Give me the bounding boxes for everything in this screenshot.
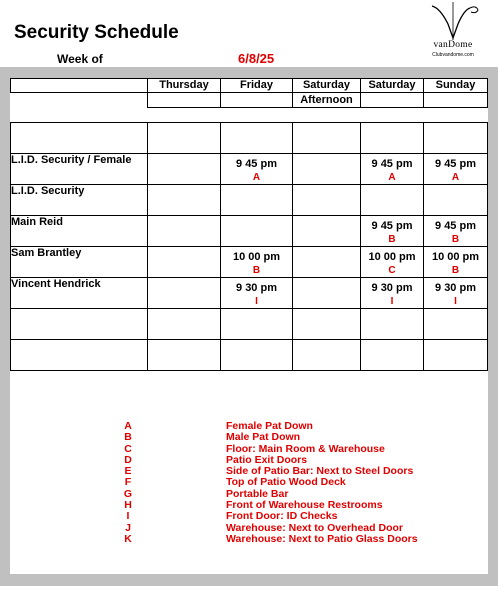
shift-time: 10 00 pm xyxy=(232,251,281,263)
day-header: Friday xyxy=(221,79,293,93)
post-code: B xyxy=(451,234,460,245)
shift-time xyxy=(148,216,220,219)
day-header: Thursday xyxy=(148,79,221,93)
staff-name xyxy=(11,309,148,340)
legend-key: H xyxy=(124,499,132,512)
logo-brand: vanDome xyxy=(433,40,473,50)
day-subheader: Afternoon xyxy=(293,93,361,108)
legend-location: Top of Patio Wood Deck xyxy=(226,476,346,489)
shift-cell xyxy=(148,154,221,185)
shift-cell xyxy=(148,216,221,247)
legend-key: F xyxy=(124,476,132,489)
shift-time xyxy=(361,340,423,343)
staff-name: L.I.D. Security / Female xyxy=(11,154,148,185)
shift-time xyxy=(361,309,423,312)
header-row xyxy=(11,79,488,93)
legend-key: G xyxy=(123,487,133,500)
shift-cell xyxy=(148,309,221,340)
shift-time: 10 00 pm xyxy=(368,251,416,263)
post-code: A xyxy=(388,172,396,183)
shift-cell xyxy=(293,340,361,371)
shift-cell xyxy=(221,247,293,278)
shift-time xyxy=(424,340,487,343)
legend-key: I xyxy=(126,510,130,523)
spacer-row xyxy=(11,108,488,123)
schedule-row xyxy=(11,309,488,340)
shift-time: 9 45 pm xyxy=(236,158,277,170)
spacer-cell xyxy=(221,108,293,123)
shift-cell xyxy=(148,247,221,278)
shift-time: 9 45 pm xyxy=(371,158,413,170)
staff-name: L.I.D. Security xyxy=(11,185,148,216)
shift-time xyxy=(221,216,292,219)
shift-time xyxy=(293,185,360,188)
shift-cell xyxy=(424,123,488,154)
logo-url: Clubvandome.com xyxy=(432,52,474,58)
shift-time xyxy=(148,309,220,312)
schedule-row xyxy=(11,123,488,154)
day-subheader xyxy=(221,93,293,108)
corner-sub-cell xyxy=(11,93,148,108)
page-title: Security Schedule xyxy=(14,22,179,43)
schedule-table xyxy=(10,78,488,371)
shift-cell xyxy=(293,278,361,309)
shift-cell xyxy=(221,123,293,154)
legend-key: K xyxy=(124,532,132,545)
legend-location: Front of Warehouse Restrooms xyxy=(226,499,383,512)
post-code: B xyxy=(388,234,396,245)
week-date: 6/8/25 xyxy=(238,51,275,66)
shift-cell xyxy=(293,216,361,247)
staff-name xyxy=(11,123,148,154)
shift-time xyxy=(221,309,292,312)
shift-time xyxy=(293,154,360,157)
legend-row xyxy=(120,431,480,442)
legend-row xyxy=(120,476,480,487)
shift-time: 9 30 pm xyxy=(236,282,277,294)
schedule-row xyxy=(11,216,488,247)
shift-cell xyxy=(424,185,488,216)
shift-time: 10 00 pm xyxy=(431,251,480,263)
shift-time: 9 30 pm xyxy=(371,282,413,294)
schedule-row xyxy=(11,247,488,278)
shift-time xyxy=(148,278,220,281)
shift-cell xyxy=(221,154,293,185)
staff-name: Main Reid xyxy=(11,216,148,247)
legend-row xyxy=(120,443,480,454)
shift-cell xyxy=(221,185,293,216)
post-code: A xyxy=(252,172,261,183)
schedule-panel xyxy=(10,78,488,574)
day-header: Saturday xyxy=(293,79,361,93)
shift-cell xyxy=(221,278,293,309)
shift-cell xyxy=(424,309,488,340)
spacer-cell xyxy=(148,108,221,123)
location-legend xyxy=(120,420,480,544)
shift-cell xyxy=(424,154,488,185)
shift-time xyxy=(293,340,360,343)
week-of-label: Week of xyxy=(57,52,103,66)
shift-time xyxy=(424,309,487,312)
shift-cell xyxy=(148,278,221,309)
shift-time xyxy=(221,185,292,188)
shift-cell xyxy=(361,154,424,185)
day-subheader xyxy=(424,93,488,108)
shift-time xyxy=(361,123,423,126)
shift-time xyxy=(148,154,220,157)
day-header: Saturday xyxy=(361,79,424,93)
post-code: B xyxy=(252,265,261,276)
shift-time xyxy=(293,309,360,312)
post-code: A xyxy=(451,172,460,183)
spacer-cell xyxy=(361,108,424,123)
legend-row xyxy=(120,510,480,521)
shift-time xyxy=(424,123,487,126)
shift-cell xyxy=(424,216,488,247)
shift-time xyxy=(293,278,360,281)
legend-key: C xyxy=(124,442,132,455)
shift-time xyxy=(293,247,360,250)
spacer-cell xyxy=(424,108,488,123)
post-code: I xyxy=(255,296,258,307)
shift-cell xyxy=(221,309,293,340)
legend-location: Warehouse: Next to Overhead Door xyxy=(226,521,403,534)
shift-time xyxy=(148,185,220,188)
shift-cell xyxy=(361,278,424,309)
legend-row xyxy=(120,465,480,476)
shift-time xyxy=(424,185,487,188)
legend-location: Front Door: ID Checks xyxy=(226,510,338,523)
shift-time: 9 45 pm xyxy=(435,158,476,170)
shift-cell xyxy=(293,247,361,278)
spacer-cell xyxy=(293,108,361,123)
legend-row xyxy=(120,420,480,431)
legend-key: E xyxy=(124,465,132,478)
shift-time xyxy=(148,340,220,343)
shift-cell xyxy=(361,340,424,371)
shift-time xyxy=(293,216,360,219)
post-code: C xyxy=(388,265,396,276)
shift-cell xyxy=(361,123,424,154)
shift-time: 9 45 pm xyxy=(435,220,476,232)
legend-key: D xyxy=(124,453,132,466)
legend-key: J xyxy=(125,521,131,534)
post-code: I xyxy=(390,296,394,307)
spacer-cell xyxy=(11,108,148,123)
shift-time: 9 30 pm xyxy=(435,282,476,294)
legend-key: A xyxy=(124,420,132,432)
shift-cell xyxy=(293,154,361,185)
shift-cell xyxy=(293,309,361,340)
shift-cell xyxy=(361,185,424,216)
legend-location: Portable Bar xyxy=(226,487,289,500)
day-subheader xyxy=(148,93,221,108)
shift-time: 9 45 pm xyxy=(371,220,413,232)
schedule-row xyxy=(11,278,488,309)
corner-cell xyxy=(11,79,148,93)
shift-time xyxy=(221,123,292,126)
shift-cell xyxy=(148,185,221,216)
shift-time xyxy=(293,123,360,126)
shift-cell xyxy=(148,340,221,371)
schedule-row xyxy=(11,154,488,185)
shift-time xyxy=(148,247,220,250)
legend-location: Female Pat Down xyxy=(226,420,313,432)
staff-name: Sam Brantley xyxy=(11,247,148,278)
schedule-row xyxy=(11,340,488,371)
post-code: I xyxy=(454,296,457,307)
logo-v-mark-icon xyxy=(418,2,488,42)
shift-cell xyxy=(148,123,221,154)
day-subheader xyxy=(361,93,424,108)
shift-cell xyxy=(361,216,424,247)
legend-location: Side of Patio Bar: Next to Steel Doors xyxy=(226,465,414,478)
shift-cell xyxy=(361,309,424,340)
shift-cell xyxy=(293,123,361,154)
legend-location: Patio Exit Doors xyxy=(226,453,308,466)
legend-location: Floor: Main Room & Warehouse xyxy=(226,442,385,455)
shift-time xyxy=(148,123,220,126)
legend-row xyxy=(120,533,480,544)
vandome-logo xyxy=(418,2,488,64)
shift-cell xyxy=(424,340,488,371)
legend-location: Male Pat Down xyxy=(226,431,301,444)
legend-row xyxy=(120,499,480,510)
legend-location: Warehouse: Next to Patio Glass Doors xyxy=(226,532,418,545)
shift-time xyxy=(221,340,292,343)
legend-row xyxy=(120,488,480,499)
shift-cell xyxy=(361,247,424,278)
shift-cell xyxy=(424,278,488,309)
shift-cell xyxy=(221,216,293,247)
shift-cell xyxy=(424,247,488,278)
legend-row xyxy=(120,522,480,533)
staff-name: Vincent Hendrick xyxy=(11,278,148,309)
staff-name xyxy=(11,340,148,371)
post-code: B xyxy=(451,265,460,276)
schedule-sheet xyxy=(0,67,498,586)
subheader-row xyxy=(11,93,488,108)
shift-cell xyxy=(221,340,293,371)
shift-time xyxy=(361,185,423,188)
day-header: Sunday xyxy=(424,79,488,93)
schedule-row xyxy=(11,185,488,216)
legend-row xyxy=(120,454,480,465)
legend-key: B xyxy=(124,431,132,444)
shift-cell xyxy=(293,185,361,216)
